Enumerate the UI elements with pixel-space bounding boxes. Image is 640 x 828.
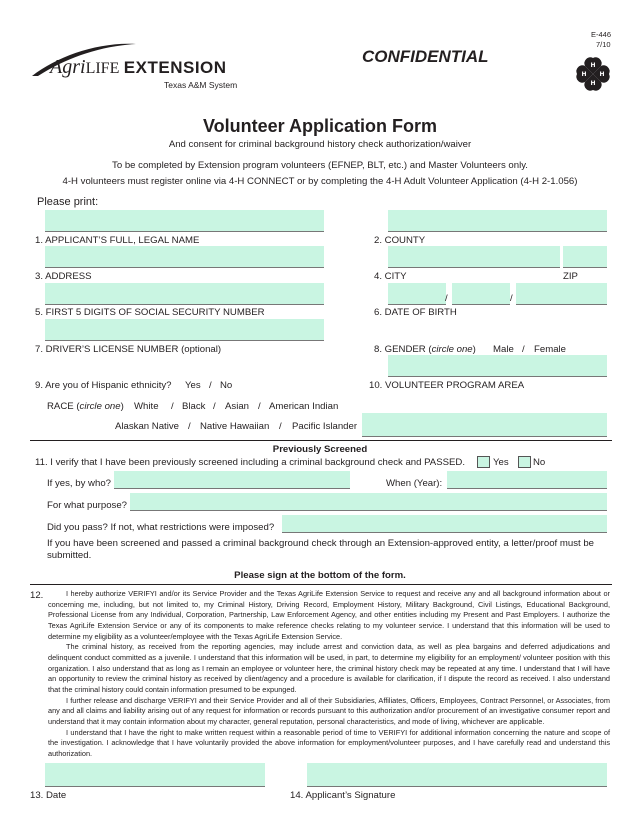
authorization-paragraph: I further release and discharge VERIFYI and their Service Provider and all of their Subsidiaries, Affiliates, Officers, Employees, Contract Personnel, or Associates, from any and all claims and liability arising out of any request for information or records pursuant to this authorization and/or procurement of an investigative consumer report and understand that it may contain information about my character, general reputation, personal characteristics, and mode of living, whichever are applicable.	[48, 695, 610, 726]
label-county: 2. COUNTY	[374, 235, 426, 246]
label-ssn: 5. FIRST 5 DIGITS OF SOCIAL SECURITY NUMBER	[35, 307, 265, 318]
label-city: 4. CITY	[374, 271, 407, 282]
label-gender: 8. GENDER (circle one)	[374, 344, 476, 355]
applicant-name-field[interactable]	[45, 210, 324, 232]
section-divider	[30, 584, 612, 585]
logo-subtitle: Texas A&M System	[164, 80, 238, 90]
screened-yes-label: Yes	[493, 457, 509, 468]
clover-letter: H	[590, 80, 596, 87]
dob-day-field[interactable]	[452, 283, 510, 305]
label-verify-screened: 11. I verify that I have been previously screened including a criminal background check and PASSED.	[35, 457, 465, 468]
label-by-who: If yes, by who?	[47, 478, 111, 489]
gender-separator: /	[522, 344, 525, 355]
authorization-text	[48, 589, 610, 760]
by-who-field[interactable]	[114, 471, 350, 489]
program-area-field[interactable]	[388, 355, 607, 377]
page-subtitle: And consent for criminal background history check authorization/waiver	[168, 139, 472, 150]
race-separator: /	[279, 421, 282, 432]
section-divider	[30, 440, 612, 441]
date-field[interactable]	[45, 763, 265, 787]
label-race: RACE (circle one)	[47, 401, 124, 412]
race-option[interactable]: White	[134, 401, 159, 412]
label-program-area: 10. VOLUNTEER PROGRAM AREA	[369, 380, 525, 391]
dob-year-field[interactable]	[516, 283, 607, 305]
clover-letter: H	[599, 71, 605, 78]
agrilife-logo	[28, 36, 248, 94]
logo-life: LIFE	[85, 60, 120, 77]
logo-agri: Agri	[50, 56, 86, 78]
hispanic-yes-option[interactable]: Yes	[185, 380, 201, 391]
purpose-field[interactable]	[130, 493, 607, 511]
hispanic-no-option[interactable]: No	[220, 380, 233, 391]
label-when-year: When (Year):	[386, 478, 443, 489]
gender-female-option[interactable]: Female	[534, 344, 566, 355]
race-option[interactable]: Native Hawaiian	[200, 421, 270, 432]
clover-letter: H	[581, 71, 587, 78]
restrictions-field[interactable]	[282, 515, 607, 533]
label-applicant-name: 1. APPLICANT’S FULL, LEGAL NAME	[35, 235, 200, 246]
instructions-line-1: To be completed by Extension program volunteers (EFNEP, BLT, etc.) and Master Volunteers only.	[112, 160, 528, 171]
race-separator: /	[258, 401, 261, 412]
race-option[interactable]: Black	[182, 401, 206, 412]
race-option[interactable]: Alaskan Native	[115, 421, 179, 432]
label-address: 3. ADDRESS	[35, 271, 92, 282]
form-code: E-446	[591, 30, 612, 39]
hispanic-separator: /	[209, 380, 212, 391]
page-title: Volunteer Application Form	[202, 116, 437, 136]
label-signature: 14. Applicant’s Signature	[290, 790, 396, 801]
screened-no-checkbox[interactable]	[518, 456, 531, 468]
label-drivers-license: 7. DRIVER’S LICENSE NUMBER (optional)	[35, 344, 222, 355]
race-separator: /	[188, 421, 191, 432]
race-option[interactable]: Asian	[225, 401, 249, 412]
label-restrictions: Did you pass? If not, what restrictions were imposed?	[47, 522, 275, 533]
authorization-paragraph: I hereby authorize VERIFYI and/or its Service Provider and the Texas AgriLife Extension Service to request and receive any and all background information about or concerning me, including, but not limited to, my Criminal History, Driving Record, Employment History, Military Background, Civil Listings, Educational Background, Professional License from any Individual, Corporation, Partnership, Law Enforcement Agency, and other entities including my Present and Past Employers. I authorize the Texas AgriLife Extension Service or any of its components to make reference checks relating to my volunteer service. I understand that this information will be used to determine my eligibility as a volunteer/employee with the Texas AgriLife Extension Service.	[48, 589, 610, 641]
screened-no-label: No	[533, 457, 546, 468]
previously-screened-heading: Previously Screened	[272, 444, 368, 455]
label-dob: 6. DATE OF BIRTH	[374, 307, 457, 318]
dob-month-field[interactable]	[388, 283, 446, 305]
sign-at-bottom-note: Please sign at the bottom of the form.	[234, 570, 406, 581]
label-date: 13. Date	[30, 790, 67, 801]
authorization-paragraph: I understand that I have the right to make written request within a reasonable period of time to VERIFYI for additional information concerning the nature and scope of the investigation. I acknowledge that I have voluntarily provided the above information for employment/volunteer purposes, and I have carefully read and understand this authorization.	[48, 727, 610, 758]
dob-separator: /	[445, 293, 448, 304]
clover-letter: H	[590, 62, 596, 69]
please-print-label: Please print:	[37, 196, 99, 208]
race-separator: /	[171, 401, 174, 412]
instructions-line-2: 4-H volunteers must register online via 4-H CONNECT or by completing the 4-H Adult Volunteer Application (4-H 2-1.056)	[62, 176, 578, 187]
authorization-paragraph: The criminal history, as received from the reporting agencies, may include arrest and conviction data, as well as plea bargains and deferred adjudications and delinquent conduct committed as a juvenile. I understand that this information will be used, in part, to determine my eligibility for an employment/ volunteer position with this organization. I also understand that as long as I remain an employee or volunteer here, the criminal history check may be repeated at any time. I understand that I will have an opportunity to review the criminal history as received by client/agency and a procedure is available for clarification, if I dispute the record as received. I also understand that the criminal history could contain information presumed to be expunged.	[48, 642, 610, 694]
address-field[interactable]	[45, 246, 324, 268]
drivers-license-field[interactable]	[45, 319, 324, 341]
gender-male-option[interactable]: Male	[493, 344, 514, 355]
label-purpose: For what purpose?	[47, 500, 127, 511]
race-separator: /	[213, 401, 216, 412]
when-year-field[interactable]	[447, 471, 607, 489]
county-field[interactable]	[388, 210, 607, 232]
item-number-12: 12.	[30, 590, 44, 601]
race-other-field[interactable]	[362, 413, 607, 437]
label-hispanic: 9. Are you of Hispanic ethnicity?	[35, 380, 172, 391]
form-date: 7/10	[596, 40, 611, 49]
label-zip: ZIP	[563, 271, 578, 282]
logo-extension: EXTENSION	[123, 58, 227, 77]
race-option[interactable]: Pacific Islander	[292, 421, 358, 432]
screened-yes-checkbox[interactable]	[477, 456, 490, 468]
city-field[interactable]	[388, 246, 560, 268]
confidential-label: CONFIDENTIAL	[362, 47, 489, 66]
four-h-clover-icon	[571, 52, 615, 96]
signature-field[interactable]	[307, 763, 607, 787]
race-option[interactable]: American Indian	[269, 401, 339, 412]
dob-separator: /	[510, 293, 513, 304]
ssn-field[interactable]	[45, 283, 324, 305]
zip-field[interactable]	[563, 246, 607, 268]
screening-proof-note: If you have been screened and passed a criminal background check through an Extension-approved entity, a letter/proof must be submitted.	[47, 538, 594, 561]
